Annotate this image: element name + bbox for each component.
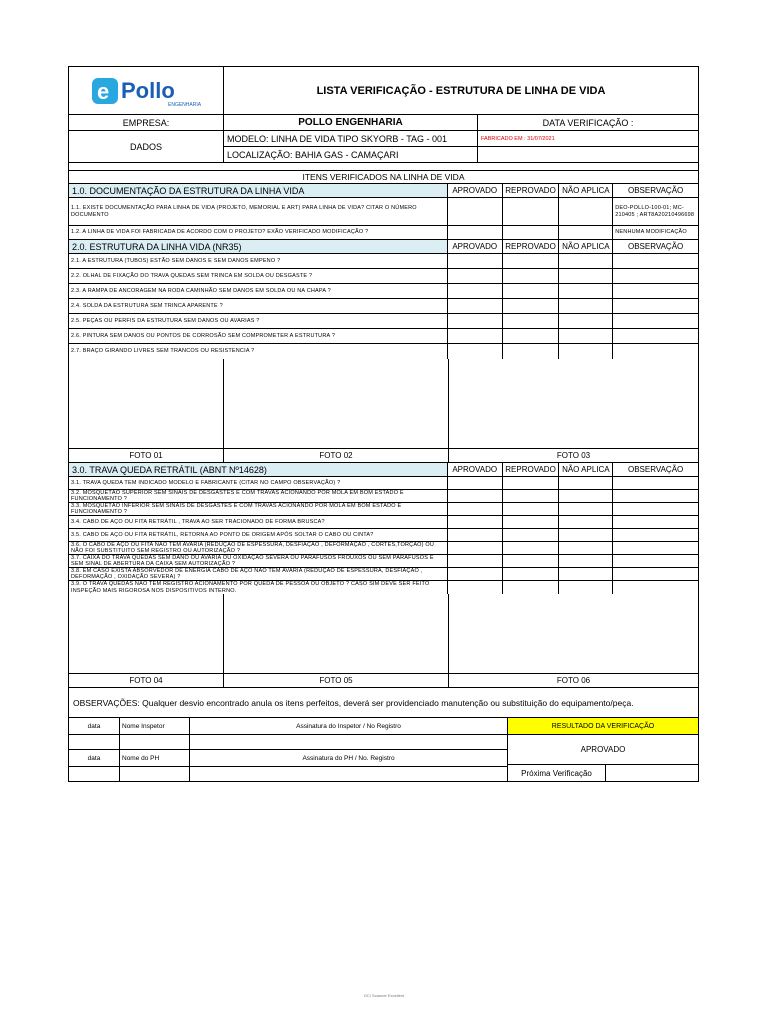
- aprovado-cell[interactable]: [448, 329, 503, 343]
- photo-slot[interactable]: [224, 594, 449, 673]
- table-row: [69, 299, 698, 314]
- nao-aplica-cell[interactable]: [559, 299, 613, 313]
- item-text: 3.5. CABO DE AÇO OU FITA RETRÁTIL, RETORNA AO PONTO DE ORIGEM APÓS SOLTAR O CABO OU CINTA?: [69, 529, 448, 541]
- nao-aplica-cell[interactable]: [559, 516, 613, 528]
- table-row: [69, 516, 698, 529]
- foto-label: FOTO 03: [556, 451, 591, 460]
- aprovado-cell[interactable]: [448, 284, 503, 298]
- nao-aplica-cell[interactable]: [559, 344, 613, 359]
- reprovado-cell[interactable]: [503, 284, 560, 298]
- col-observacao: OBSERVAÇÃO: [627, 242, 684, 251]
- foto-label: FOTO 01: [69, 449, 224, 462]
- photo-area-2: [69, 594, 698, 674]
- observacao-cell[interactable]: [613, 490, 698, 502]
- item-text: 3.8. EM CASO EXISTA ABSORVEDOR DE ENERGIA CABO DE AÇO NÃO TEM AVARIA (REDUÇÃO DE ESPESSURA, DESFIAÇÃO , DEFORMAÇÃO , OXIDAÇÃO SEVERA) ?: [69, 568, 448, 580]
- aprovado-cell[interactable]: [448, 299, 503, 313]
- nao-aplica-cell[interactable]: [559, 490, 613, 502]
- observacao-cell[interactable]: [613, 299, 698, 313]
- col-reprovado: REPROVADO: [503, 240, 560, 253]
- reprovado-cell[interactable]: [503, 503, 560, 515]
- section-2-title: 2.0. ESTRUTURA DA LINHA VIDA (NR35): [69, 240, 448, 253]
- col-observacao: OBSERVAÇÃO: [627, 465, 684, 474]
- col-aprovado: APROVADO: [448, 184, 503, 197]
- col-nao-aplica: NÃO APLICA: [559, 463, 613, 476]
- section-1-title: 1.0. DOCUMENTAÇÃO DA ESTRUTURA DA LINHA VIDA: [69, 184, 448, 197]
- observacoes-text: OBSERVAÇÕES: Qualquer desvio encontrado anula os itens perfeitos, deverá ser providenciado manutenção ou substituição do equipamento/peça.: [73, 697, 634, 708]
- observacao-cell[interactable]: [613, 581, 698, 594]
- itens-title: ITENS VERIFICADOS NA LINHA DE VIDA: [302, 172, 465, 182]
- observacao-cell[interactable]: DEO-POLLO-100-01; MC-210405 ; ART8A20210496698: [615, 205, 695, 218]
- reprovado-cell[interactable]: [503, 542, 560, 554]
- assinatura-inspetor[interactable]: Assinatura do Inspetor / No Registro: [190, 718, 508, 734]
- item-text: 3.6. O CABO DE AÇO OU FITA NÃO TEM AVARIA (REDUÇÃO DE ESPESSURA, DESFIAÇÃO , DEFORMAÇÃO , CORTES,TORÇÃO) OU NÃO FOI SUBSTITUITO SEM REGISTRO OU AUTORIZAÇÃO ?: [69, 542, 448, 554]
- section-1-header: [69, 184, 698, 198]
- table-row: [69, 344, 698, 359]
- item-text: 2.3. A RAMPA DE ANCORAGEM NA RODA CAMINHÃO SEM DANOS EM SOLDA OU NA CHAPA ?: [69, 284, 448, 298]
- observacao-cell[interactable]: [613, 314, 698, 328]
- table-row: [69, 198, 698, 226]
- item-text: 3.1. TRAVA QUEDA TEM INDICADO MODELO E FABRICANTE (CITAR NO CAMPO OBSERVAÇÃO) ?: [69, 477, 448, 489]
- company-logo: [69, 67, 224, 114]
- section-2-header: [69, 240, 698, 254]
- aprovado-cell[interactable]: [448, 581, 503, 594]
- col-nao-aplica: NÃO APLICA: [559, 240, 613, 253]
- proxima-verificacao-field[interactable]: [606, 765, 698, 781]
- table-row: [69, 477, 698, 490]
- nao-aplica-cell[interactable]: [559, 314, 613, 328]
- observacao-cell[interactable]: [613, 542, 698, 554]
- nao-aplica-cell[interactable]: [559, 581, 613, 594]
- observacao-cell[interactable]: [613, 568, 698, 580]
- item-text: 3.3. MOSQUETÃO INFERIOR SEM SINAIS DE DESGASTES E COM TRAVAS ACIONANDO POR MOLA EM BOM ESTADO E FUNCIONAMENTO ?: [69, 503, 448, 515]
- aprovado-cell[interactable]: [448, 490, 503, 502]
- photo-labels-2: [69, 674, 698, 688]
- photo-slot[interactable]: [69, 359, 224, 448]
- itens-title-row: [69, 171, 698, 184]
- reprovado-cell[interactable]: [503, 581, 560, 594]
- aprovado-cell[interactable]: [448, 226, 503, 239]
- section-2-items: [69, 254, 698, 359]
- nao-aplica-cell[interactable]: [559, 284, 613, 298]
- col-aprovado: APROVADO: [448, 240, 503, 253]
- observacao-cell[interactable]: [613, 284, 698, 298]
- dados-label: DADOS: [69, 131, 224, 162]
- observacao-cell[interactable]: [613, 503, 698, 515]
- item-1-1: 1.1. EXISTE DOCUMENTAÇÃO PARA LINHA DE VIDA (PROJETO, MEMORIAL E ART) PARA LINHA DE VIDA? CITAR O NÚMERO DOCUMENTO: [69, 198, 448, 225]
- nao-aplica-cell[interactable]: [559, 329, 613, 343]
- resultado-label: RESULTADO DA VERIFICAÇÃO: [508, 718, 698, 734]
- data-label: data: [69, 750, 120, 766]
- table-row: [69, 542, 698, 555]
- page-title: LISTA VERIFICAÇÃO - ESTRUTURA DE LINHA DE VIDA: [316, 84, 606, 97]
- item-1-2: 1.2. A LINHA DE VIDA FOI FABRICADA DE ACORDO COM O PROJETO? EXÃO VERIFICADO MODIFICAÇÃO ?: [69, 226, 448, 239]
- observacao-cell[interactable]: [613, 529, 698, 541]
- sign-row-1: [69, 718, 698, 735]
- checklist-sheet: [68, 66, 699, 782]
- empresa-value: POLLO ENGENHARIA: [224, 115, 478, 130]
- photo-slot[interactable]: [224, 359, 449, 448]
- nome-inspetor[interactable]: Nome Inspetor: [120, 718, 190, 734]
- section-3-header: [69, 463, 698, 477]
- observacao-cell[interactable]: NENHUMA MODIFICAÇÃO: [615, 229, 687, 236]
- item-text: 3.9. O TRAVA QUEDAS NÃO TEM REGISTRO ACIONAMENTO POR QUEDA DE PESSOA OU OBJETO ? CASO SIM DEVE SER FEITO INSPEÇÃO MAIS RIGOROSA NOS DISPOSITIVOS INTERNO.: [69, 581, 448, 594]
- observacao-cell[interactable]: [613, 555, 698, 567]
- reprovado-cell[interactable]: [503, 329, 560, 343]
- table-row: [69, 284, 698, 299]
- aprovado-cell[interactable]: [448, 269, 503, 283]
- col-reprovado: REPROVADO: [503, 184, 560, 197]
- reprovado-cell[interactable]: [503, 299, 560, 313]
- reprovado-cell[interactable]: [503, 477, 560, 489]
- reprovado-cell[interactable]: [503, 314, 560, 328]
- data-verificacao-label: DATA VERIFICAÇÃO :: [542, 117, 634, 128]
- aprovado-cell[interactable]: [448, 568, 503, 580]
- fabricado-field: FABRICADO EM : 31/07/2021: [481, 135, 555, 142]
- item-text: 3.2. MOSQUETÃO SUPERIOR SEM SINAIS DE DESGASTES E COM TRAVAS ACIONANDO POR MOLA EM BOM ESTADO E FUNCIONAMENTO ?: [69, 490, 448, 502]
- item-text: 3.4. CABO DE AÇO OU FITA RETRÁTIL , TRAVA AO SER TRACIONADO DE FORMA BRUSCA?: [69, 516, 448, 528]
- reprovado-cell[interactable]: [503, 568, 560, 580]
- nao-aplica-cell[interactable]: [559, 555, 613, 567]
- title-row: [69, 67, 698, 115]
- item-text: 2.2. OLHAL DE FIXAÇÃO DO TRAVA QUEDAS SEM TRINCA EM SOLDA OU DESGASTE ?: [69, 269, 448, 283]
- foto-label: FOTO 04: [69, 674, 224, 687]
- empresa-row: [69, 115, 698, 131]
- table-row: [69, 226, 698, 240]
- reprovado-cell[interactable]: [503, 226, 560, 239]
- col-nao-aplica: NÃO APLICA: [559, 184, 613, 197]
- nao-aplica-cell[interactable]: [559, 503, 613, 515]
- col-aprovado: APROVADO: [448, 463, 503, 476]
- reprovado-cell[interactable]: [503, 198, 560, 225]
- observacao-cell[interactable]: [613, 344, 698, 359]
- foto-label: FOTO 06: [556, 676, 591, 685]
- table-row: [69, 568, 698, 581]
- photo-slot[interactable]: [69, 594, 224, 673]
- item-text: 2.6. PINTURA SEM DANOS OU PONTOS DE CORROSÃO SEM COMPROMETER A ESTRUTURA ?: [69, 329, 448, 343]
- aprovado-cell[interactable]: [448, 529, 503, 541]
- nome-ph[interactable]: Nome do PH: [120, 750, 190, 766]
- section-3-items: [69, 477, 698, 594]
- col-observacao: OBSERVAÇÃO: [627, 186, 684, 195]
- item-text: 3.7. CAIXA DO TRAVA QUEDAS SEM DANO OU AVARIA OU OXIDAÇÃO SEVERA OU PARAFUSOS FROUXOS OU SEM PARAFUSOS E SEM SINAL DE ABERTURA DA CAIXA SEM AUTORIZAÇÃO ?: [69, 555, 448, 567]
- nao-aplica-cell[interactable]: [559, 477, 613, 489]
- aprovado-cell[interactable]: [448, 503, 503, 515]
- aprovado-cell[interactable]: [448, 555, 503, 567]
- svg-text:Pollo: Pollo: [121, 77, 175, 103]
- photo-slot[interactable]: [449, 594, 698, 673]
- nao-aplica-cell[interactable]: [559, 254, 613, 268]
- nao-aplica-cell[interactable]: [559, 529, 613, 541]
- table-row: [69, 314, 698, 329]
- nao-aplica-cell[interactable]: [559, 269, 613, 283]
- dados-fields: [224, 131, 698, 162]
- table-row: [69, 529, 698, 542]
- item-text: 2.4. SOLDA DA ESTRUTURA SEM TRINCA APARENTE ?: [69, 299, 448, 313]
- data-label: data: [69, 718, 120, 734]
- photo-labels-1: [69, 449, 698, 463]
- table-row: [69, 581, 698, 594]
- foto-label: FOTO 02: [224, 449, 449, 462]
- aprovado-cell[interactable]: [448, 198, 503, 225]
- reprovado-cell[interactable]: [503, 490, 560, 502]
- pollo-logo-icon: [90, 73, 202, 109]
- aprovado-cell[interactable]: [448, 254, 503, 268]
- svg-text:e: e: [97, 78, 110, 104]
- reprovado-cell[interactable]: [503, 269, 560, 283]
- reprovado-cell[interactable]: [503, 516, 560, 528]
- modelo-field: MODELO: LINHA DE VIDA TIPO SKYORB - TAG - 001: [224, 131, 478, 146]
- nao-aplica-cell[interactable]: [559, 568, 613, 580]
- reprovado-cell[interactable]: [503, 254, 560, 268]
- assinatura-ph[interactable]: Assinatura do PH / No. Registro: [302, 754, 395, 762]
- photo-slot[interactable]: [449, 359, 698, 448]
- observacao-cell[interactable]: [613, 254, 698, 268]
- aprovado-cell[interactable]: [448, 542, 503, 554]
- empresa-label: EMPRESA:: [69, 115, 224, 130]
- localizacao-field: LOCALIZAÇÃO: BAHIA GAS - CAMAÇARI: [224, 147, 478, 162]
- reprovado-cell[interactable]: [503, 344, 560, 359]
- aprovado-cell[interactable]: [448, 314, 503, 328]
- aprovado-cell[interactable]: [448, 344, 503, 359]
- dados-row: [69, 131, 698, 163]
- aprovado-cell[interactable]: [448, 516, 503, 528]
- item-text: 2.1. A ESTRUTURA (TUBOS) ESTÃO SEM DANOS E SEM DANOS EMPENO ?: [69, 254, 448, 268]
- nao-aplica-cell[interactable]: [559, 198, 613, 225]
- sign-block: [69, 735, 698, 781]
- table-row: [69, 269, 698, 284]
- observacao-cell[interactable]: [613, 269, 698, 283]
- nao-aplica-cell[interactable]: [559, 226, 613, 239]
- nao-aplica-cell[interactable]: [559, 542, 613, 554]
- section-3-title: 3.0. TRAVA QUEDA RETRÁTIL (ABNT Nº14628): [69, 463, 448, 476]
- table-row: [69, 329, 698, 344]
- svg-text:ENGENHARIA: ENGENHARIA: [168, 101, 202, 108]
- aprovado-cell[interactable]: [448, 477, 503, 489]
- table-row: [69, 503, 698, 516]
- observacao-cell[interactable]: [613, 477, 698, 489]
- table-row: [69, 490, 698, 503]
- observacao-cell[interactable]: [613, 516, 698, 528]
- footer-note: OCI Scanner Excellent: [363, 993, 405, 998]
- proxima-verificacao-label: Próxima Verificação: [508, 765, 606, 781]
- col-reprovado: REPROVADO: [503, 463, 560, 476]
- resultado-aprovado[interactable]: APROVADO: [508, 735, 698, 765]
- table-row: [69, 254, 698, 269]
- observacoes-row: [69, 688, 698, 718]
- reprovado-cell[interactable]: [503, 555, 560, 567]
- item-text: 2.5. PEÇAS OU PERFIS DA ESTRUTURA SEM DANOS OU AVARIAS ?: [69, 314, 448, 328]
- table-row: [69, 555, 698, 568]
- item-text: 2.7. BRAÇO GIRANDO LIVRES SEM TRANCOS OU RESISTENCIA ?: [69, 344, 448, 359]
- reprovado-cell[interactable]: [503, 529, 560, 541]
- observacao-cell[interactable]: [613, 329, 698, 343]
- photo-area-1: [69, 359, 698, 449]
- foto-label: FOTO 05: [224, 674, 449, 687]
